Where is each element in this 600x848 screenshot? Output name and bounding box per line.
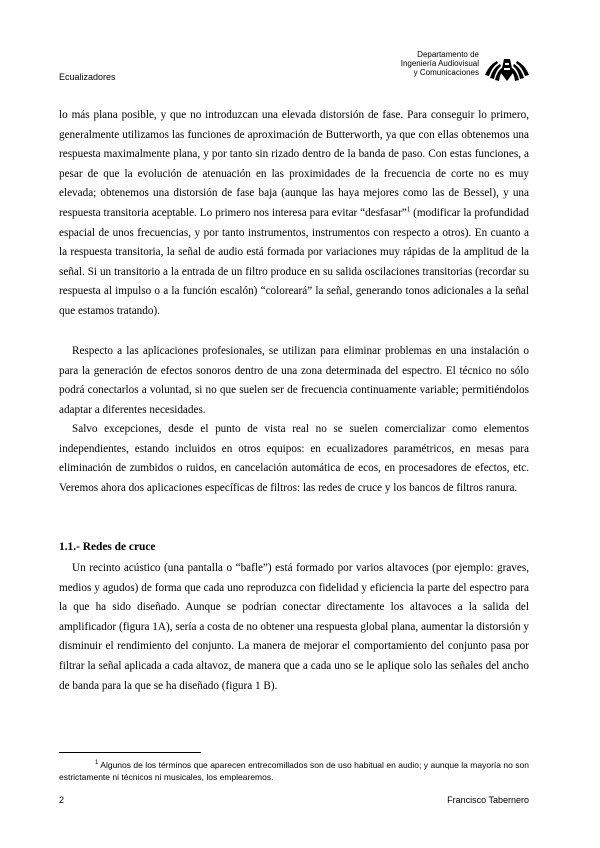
- paragraph-3: Salvo excepciones, desde el punto de vista real no se suelen comercializar como elementos independientes, estando incluidos en otros equipos: en ecualizadores paramétricos, en mesas para eliminación de zumbidos o ruidos, en cancelación automática de ecos, en procesadores de efectos, etc. Veremos ahora dos aplicaciones específicas de filtros: las redes de cruce y los bancos de filtros ranura.: [59, 423, 529, 494]
- section-title: 1.1.- Redes de cruce: [59, 541, 156, 553]
- section-paragraph: Un recinto acústico (una pantalla o “bafle”) está formado por varios altavoces (por ejemplo: graves, medios y agudos) de forma que cada uno reproduzca con fidelidad y eficiencia la parte del espectro para la que ha sido diseñado. Aunque se podrían conectar directamente los altavoces a la salida del amplificador (figura 1A), sería a costa de no obtener una respuesta global plana, aumentar la distorsión y disminuir el rendimiento del conjunto. La manera de mejorar el comportamiento del conjunto pasa por filtrar la señal aplicada a cada altavoz, de manera que a cada uno se le aplique solo las señales del ancho de banda para la que se ha diseñado (figura 1 B).: [59, 562, 529, 692]
- footnote-divider: [59, 752, 201, 753]
- paragraph-1: [59, 106, 529, 322]
- paragraph-1-text-b: (modificar la profundidad espacial de unos frecuencias, y por tanto instrumentos, instrumentos con respecto a otros). En cuanto a la respuesta transitoria, la señal de audio está formada por variaciones muy rápidas de la amplitud de la señal. Si un transitorio a la entrada de un filtro produce en su salida oscilaciones transitorias (recordar su respuesta al impulso o a la función escalón) “coloreará” la señal, generando tonos adicionales a la señal que estamos tratando).: [59, 206, 529, 317]
- footnote-marker: 1: [95, 760, 99, 767]
- department-logo-icon: [483, 51, 531, 85]
- footer-author: Francisco Tabernero: [447, 795, 529, 805]
- page-header-left: Ecualizadores: [59, 72, 116, 82]
- department-line-2: Ingeniería Audiovisual: [400, 59, 479, 68]
- footnote-reference: 1: [406, 205, 411, 214]
- footnote-text: Algunos de los términos que aparecen entrecomillados son de uso habitual en audio; y aunque la mayoría no son estrictamente ni técnicos ni musicales, los emplearemos.: [59, 760, 529, 782]
- department-name: [279, 50, 479, 77]
- department-line-1: Departamento de: [417, 50, 479, 59]
- footnote: [59, 759, 529, 783]
- paragraph-1-text-a: lo más plana posible, y que no introduzcan una elevada distorsión de fase. Para conseguir lo primero, generalmente utilizamos las funciones de aproximación de Butterworth, ya que con ellas obtenemos una respuesta maximalmente plana, y por tanto sin rizado dentro de la banda de paso. Con estas funciones, a pesar de que la evolución de atenuación en las proximidades de la frecuencia de corte no es muy elevada; obtenemos una distorsión de fase baja (aunque las haya mejores como las de Bessel), y una respuesta transitoria aceptable. Lo primero nos interesa para evitar “desfasar”: [59, 109, 529, 219]
- page-number: 2: [59, 795, 65, 805]
- paragraph-2: Respecto a las aplicaciones profesionales, se utilizan para eliminar problemas en una instalación o para la generación de efectos sonoros dentro de una zona determinada del espectro. El técnico no sólo podrá conectarlos a voluntad, si no que suelen ser de frecuencia continuamente variable; permitiéndolos adaptar a diferentes necesidades.: [59, 345, 529, 416]
- department-line-3: y Comunicaciones: [413, 68, 479, 77]
